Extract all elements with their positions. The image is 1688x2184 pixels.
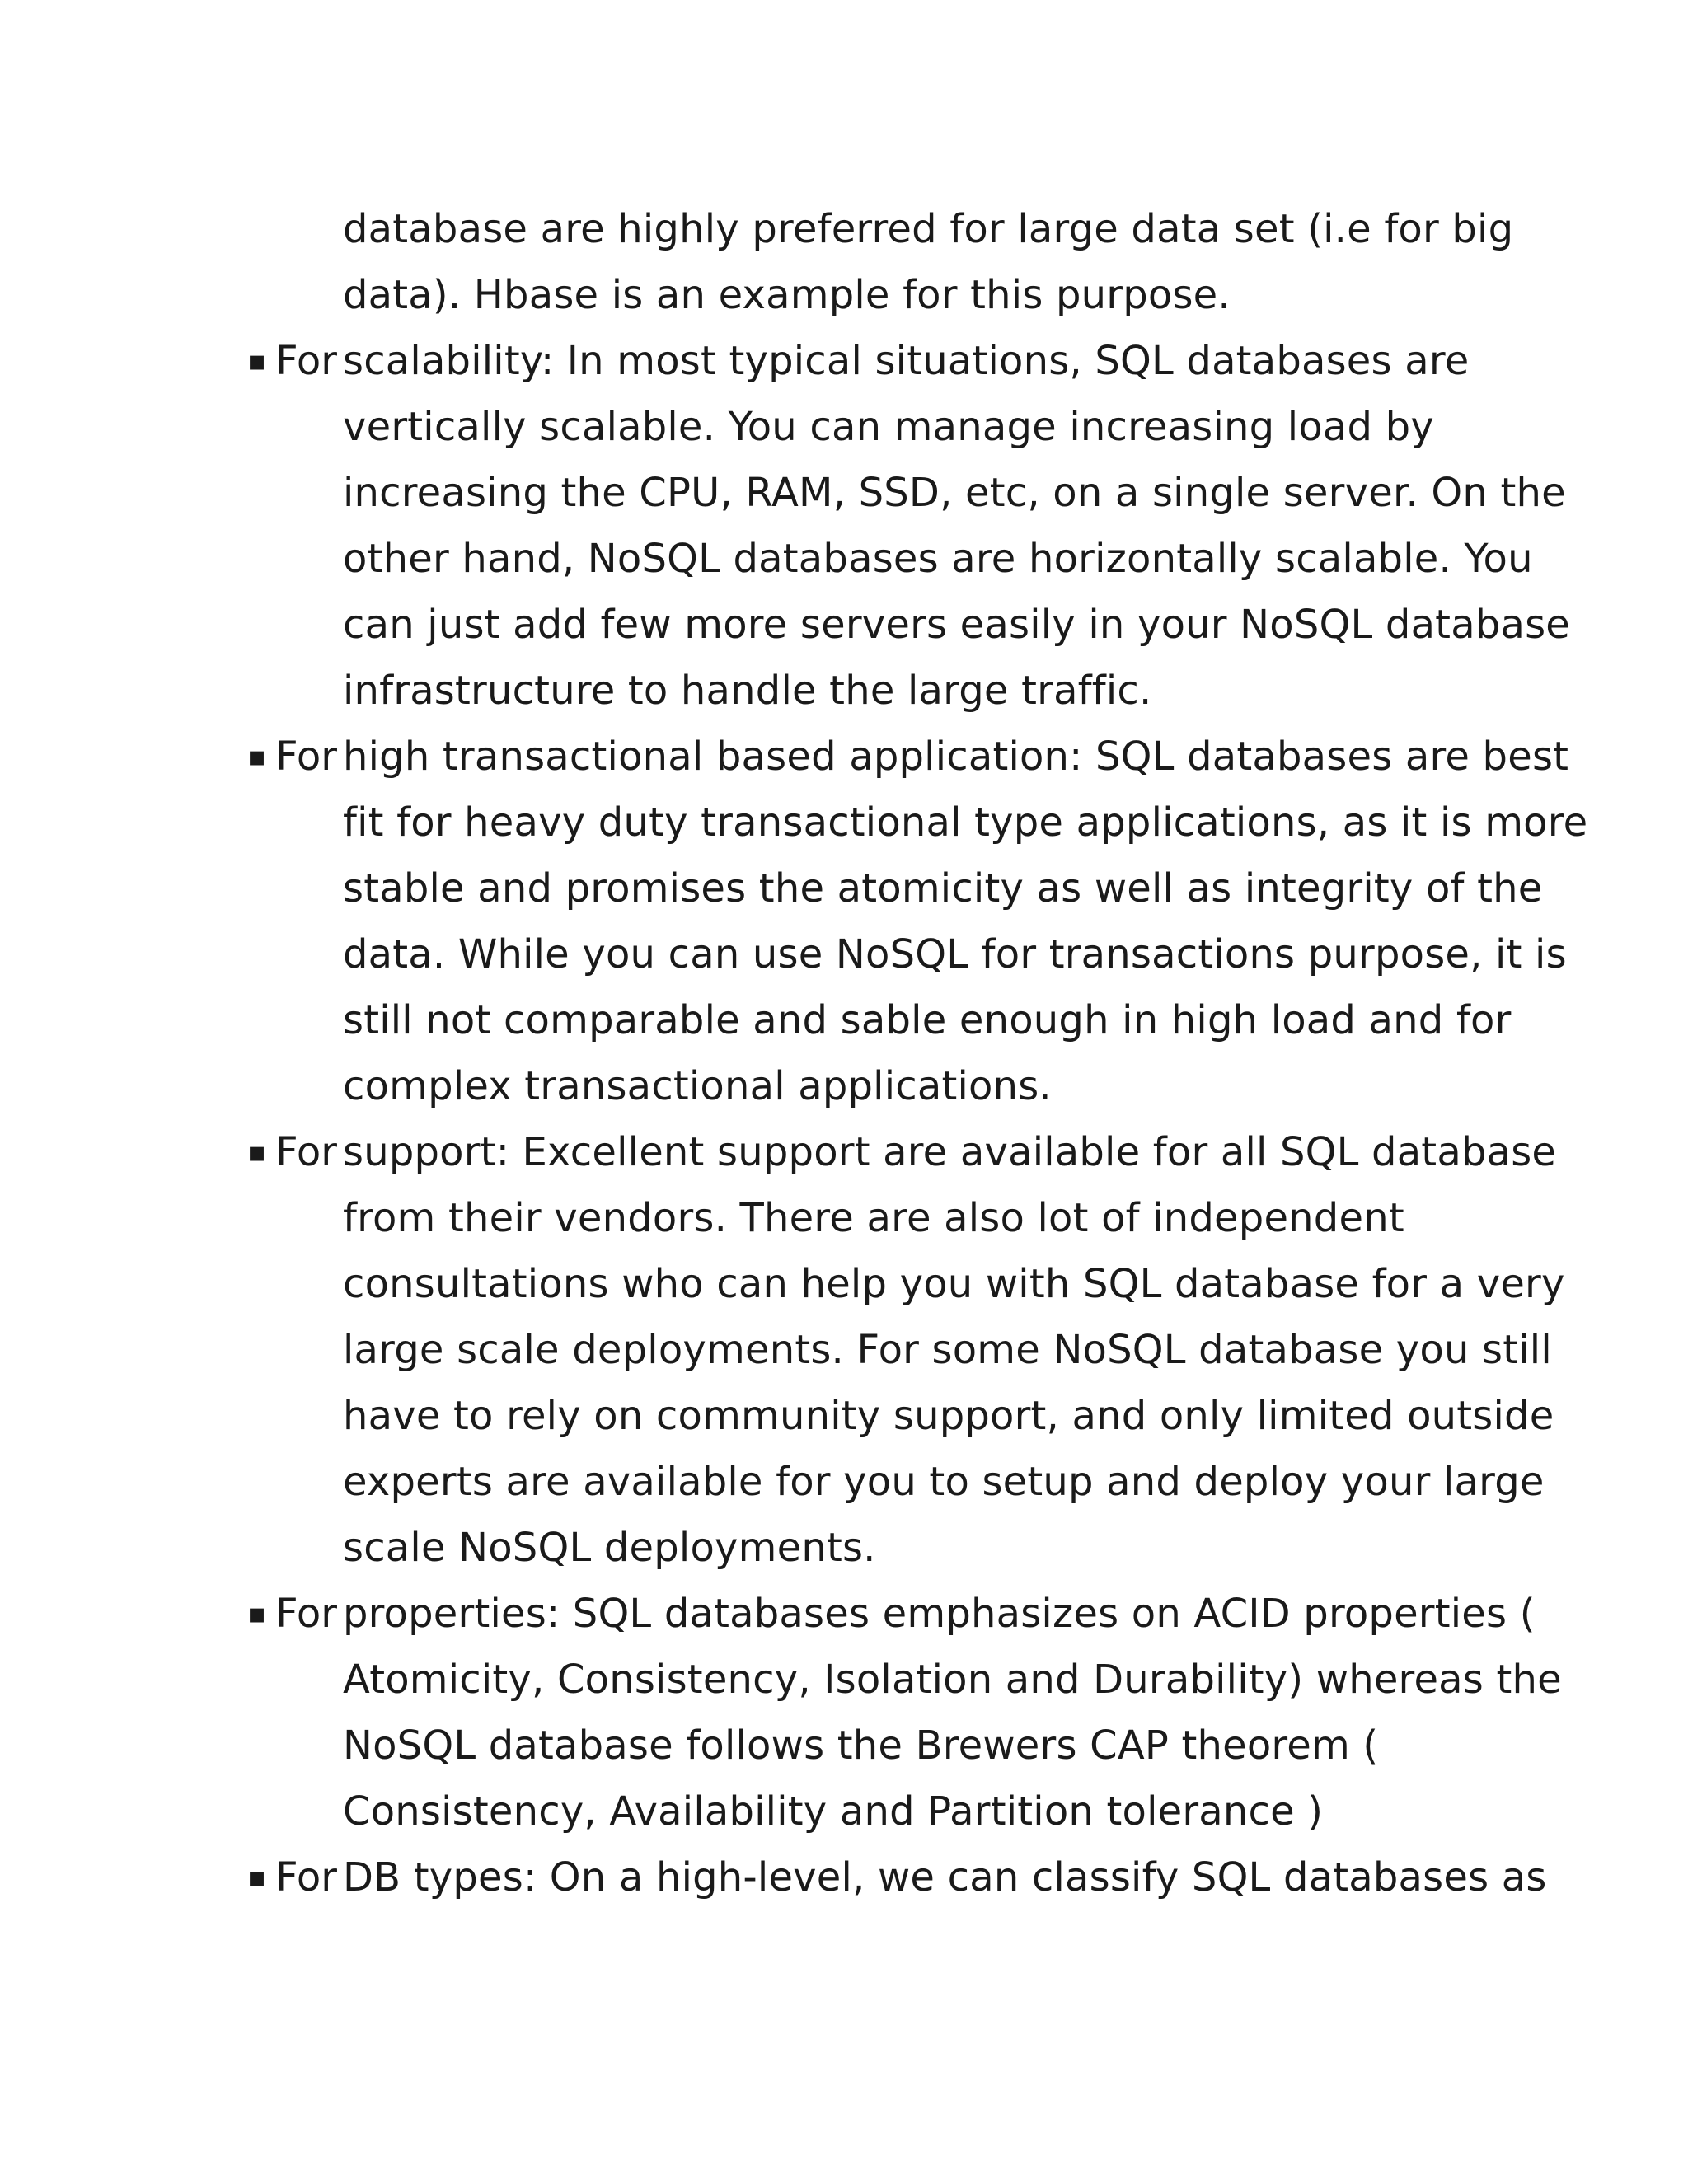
- text-line: Consistency, Availability and Partition tolerance ): [343, 1788, 1324, 1835]
- text-line: consultations who can help you with SQL database for a very: [343, 1261, 1565, 1307]
- text-line: can just add few more servers easily in your NoSQL database: [343, 602, 1571, 648]
- item-lead: For: [275, 1854, 337, 1900]
- text-line: database are highly preferred for large data set (i.e for big: [343, 206, 1514, 252]
- text-line: scalability: In most typical situations, SQL databases are: [343, 338, 1470, 384]
- text-line: DB types: On a high-level, we can classify SQL databases as: [343, 1854, 1547, 1900]
- text-line: data. While you can use NoSQL for transactions purpose, it is: [343, 931, 1567, 977]
- text-line: increasing the CPU, RAM, SSD, etc, on a single server. On the: [343, 470, 1566, 516]
- item-lead: For: [275, 733, 337, 780]
- item-lead: For: [275, 1591, 337, 1637]
- text-line: infrastructure to handle the large traffic.: [343, 668, 1152, 714]
- text-line: NoSQL database follows the Brewers CAP theorem (: [343, 1722, 1379, 1769]
- text-line: scale NoSQL deployments.: [343, 1525, 876, 1571]
- text-line: from their vendors. There are also lot of independent: [343, 1195, 1404, 1241]
- text-line: vertically scalable. You can manage increasing load by: [343, 404, 1434, 450]
- text-line: high transactional based application: SQL databases are best: [343, 733, 1569, 780]
- text-line: support: Excellent support are available for all SQL database: [343, 1129, 1557, 1175]
- bullet-icon: ▪: [247, 1861, 267, 1894]
- bullet-icon: ▪: [247, 1136, 267, 1169]
- text-line: properties: SQL databases emphasizes on ACID properties (: [343, 1591, 1536, 1637]
- text-line: data). Hbase is an example for this purpose.: [343, 272, 1231, 318]
- bullet-icon: ▪: [247, 344, 267, 377]
- text-line: have to rely on community support, and only limited outside: [343, 1393, 1554, 1439]
- text-line: Atomicity, Consistency, Isolation and Durability) whereas the: [343, 1657, 1562, 1703]
- text-line: complex transactional applications.: [343, 1063, 1052, 1109]
- text-line: large scale deployments. For some NoSQL database you still: [343, 1327, 1552, 1373]
- text-line: still not comparable and sable enough in high load and for: [343, 997, 1512, 1043]
- text-line: stable and promises the atomicity as well as integrity of the: [343, 865, 1543, 912]
- bullet-icon: ▪: [247, 740, 267, 773]
- bullet-icon: ▪: [247, 1597, 267, 1630]
- item-lead: For: [275, 338, 337, 384]
- text-line: fit for heavy duty transactional type applications, as it is more: [343, 799, 1588, 846]
- text-line: other hand, NoSQL databases are horizontally scalable. You: [343, 536, 1533, 582]
- item-lead: For: [275, 1129, 337, 1175]
- text-line: experts are available for you to setup and deploy your large: [343, 1459, 1545, 1505]
